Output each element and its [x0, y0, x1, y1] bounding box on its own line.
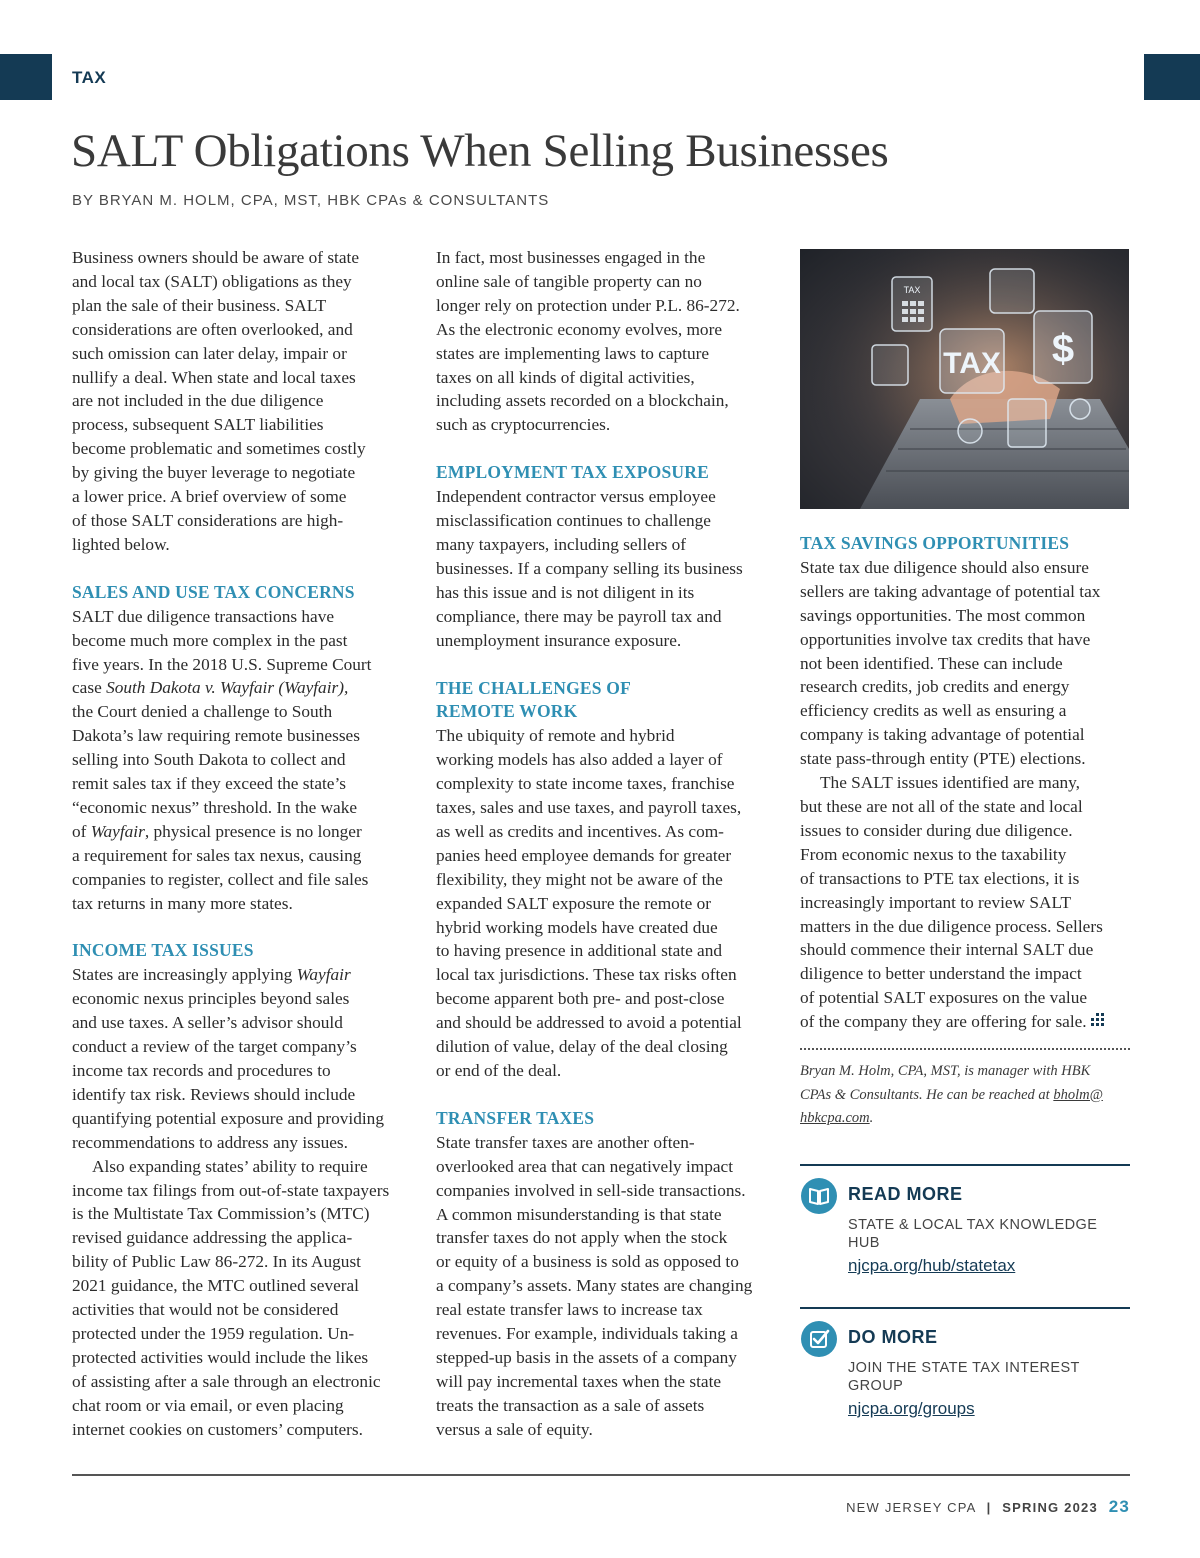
article-title: SALT Obligations When Selling Businesses	[71, 125, 889, 177]
text-line: Also expanding states’ ability to require	[92, 1156, 368, 1176]
text-line: become much more complex in the past	[72, 630, 348, 650]
text-line: opportunities involve tax credits that have	[800, 629, 1091, 649]
text-line: panies heed employee demands for greater	[436, 845, 732, 865]
text-line: protected under the 1959 regulation. Un-	[72, 1323, 355, 1343]
text-line: companies involved in sell-side transactions.	[436, 1180, 746, 1200]
author-bio: Bryan M. Holm, CPA, MST, is manager with HBK CPAs & Consultants. He can be reached at bholm@ hbkcpa.com.	[800, 1063, 1103, 1127]
author-email-link[interactable]: bholm@	[1053, 1086, 1103, 1103]
text-line: five years. In the 2018 U.S. Supreme Court	[72, 654, 372, 674]
text-line: savings opportunities. The most common	[800, 605, 1086, 625]
text-line: SALT due diligence transactions have	[72, 606, 335, 626]
text-line: plan the sale of their business. SALT	[72, 295, 327, 315]
text-line: online sale of tangible property can no	[436, 271, 702, 291]
text-line: revenues. For example, individuals taking a	[436, 1324, 738, 1344]
text-line: and local tax (SALT) obligations as they	[72, 271, 352, 291]
section-tab-right	[1144, 54, 1200, 100]
text-line: such as cryptocurrencies.	[436, 415, 611, 435]
text-line: nullify a deal. When state and local taxes	[72, 367, 356, 387]
text-line: research credits, job credits and energy	[800, 677, 1070, 697]
text-line: In fact, most businesses engaged in the	[436, 248, 706, 267]
transfer-taxes-paragraph	[436, 1131, 770, 1442]
section-tab-left	[0, 54, 52, 100]
article-column-2	[436, 246, 770, 1442]
text-line: the Court denied a challenge to South	[72, 702, 333, 722]
author-divider	[800, 1048, 1130, 1050]
text-line: many taxpayers, including sellers of	[436, 534, 687, 554]
closing-paragraph: The SALT issues identified are many, but these are not all of the state and local issues to consider during due diligence. From economic nexus to the taxability of transactions to PTE tax elections, it is increasingly important to review SALT matters in the due diligence process. Sellers should commence their internal SALT due diligence to better understand the impact of potential SALT exposures on the value of the company they are offering for sale.	[800, 771, 1130, 1034]
text-line: companies to register, collect and file sales	[72, 869, 369, 889]
text-line: but these are not all of the state and local	[800, 796, 1083, 816]
text-line: states are implementing laws to capture	[436, 343, 710, 363]
text-line: real estate transfer laws to increase tax	[436, 1300, 703, 1320]
text-line: businesses. If a company selling its business	[436, 558, 743, 578]
text-line: From economic nexus to the taxability	[800, 844, 1067, 864]
end-mark-icon	[1091, 1013, 1105, 1027]
online-sales-paragraph	[436, 246, 770, 437]
author-email-link-cont[interactable]: hbkcpa.com	[800, 1110, 870, 1127]
read-more-box	[800, 1164, 1130, 1296]
read-more-subtitle: STATE & LOCAL TAX KNOWLEDGE HUB	[848, 1217, 1098, 1251]
byline: BY BRYAN M. HOLM, CPA, MST, HBK CPAs & CONSULTANTS	[72, 192, 550, 209]
text-line: state pass-through entity (PTE) elections.	[800, 749, 1086, 769]
text-line: identify tax risk. Reviews should include	[72, 1084, 356, 1104]
page-number: 23	[1108, 1497, 1130, 1516]
text-line: 2021 guidance, the MTC outlined several	[72, 1276, 359, 1296]
text-line: become apparent both pre- and post-close	[436, 989, 725, 1009]
text-line: tax returns in many more states.	[72, 893, 293, 913]
footer-separator: |	[986, 1500, 992, 1515]
tax-hologram-label: TAX	[943, 347, 1001, 380]
text-line: dilution of value, delay of the deal closing	[436, 1037, 728, 1057]
text-line: internet cookies on customers’ computers.	[72, 1419, 363, 1439]
text-line: The SALT issues identified are many,	[820, 773, 1080, 793]
text-line: conduct a review of the target company’s	[72, 1037, 357, 1057]
text-line: misclassification continues to challenge	[436, 511, 711, 531]
text-line: of transactions to PTE tax elections, it is	[800, 868, 1080, 888]
text-line: considerations are often overlooked, and	[72, 319, 353, 339]
page-footer	[846, 1497, 1130, 1517]
heading-transfer-taxes: TRANSFER TAXES	[436, 1107, 595, 1128]
publication-name: NEW JERSEY CPA	[846, 1500, 976, 1515]
text-line: company is taking advantage of potential	[800, 725, 1085, 745]
text-line: treats the transaction as a sale of assets	[436, 1395, 705, 1415]
text-line: expanded SALT exposure the remote or	[436, 893, 711, 913]
text-line: bility of Public Law 86-272. In its August	[72, 1252, 361, 1272]
text-line: “economic nexus” threshold. In the wake	[72, 797, 358, 817]
text-line: of assisting after a sale through an electronic	[72, 1371, 381, 1391]
text-line: or equity of a business is sold as opposed to	[436, 1252, 739, 1272]
text-line: State tax due diligence should also ensure	[800, 557, 1089, 577]
text-line: longer rely on protection under P.L. 86-272.	[436, 295, 740, 315]
article-column-1	[72, 246, 406, 1442]
document-hologram-box	[1008, 399, 1046, 447]
text-line: economic nexus principles beyond sales	[72, 989, 350, 1009]
intro-paragraph	[72, 246, 406, 557]
heading-tax-savings: TAX SAVINGS OPPORTUNITIES	[800, 533, 1070, 553]
read-more-link[interactable]: njcpa.org/hub/statetax	[848, 1256, 1016, 1275]
text-line: lighted below.	[72, 534, 170, 554]
do-more-subtitle: JOIN THE STATE TAX INTEREST GROUP	[848, 1360, 1080, 1394]
text-line: chat room or via email, or even placing	[72, 1395, 344, 1415]
read-more-title: READ MORE	[848, 1184, 963, 1204]
text-line: will pay incremental taxes when the state	[436, 1371, 722, 1391]
text-line: income tax records and procedures to	[72, 1061, 331, 1080]
text-line: As the electronic economy evolves, more	[436, 319, 723, 339]
text-line: increasingly important to review SALT	[800, 892, 1072, 912]
issue-label: SPRING 2023	[1002, 1500, 1098, 1515]
do-more-box	[800, 1307, 1130, 1439]
text-line: transfer taxes do not apply when the stock	[436, 1228, 728, 1248]
text-line: Dakota’s law requiring remote businesses	[72, 726, 360, 746]
text-line: become problematic and sometimes costly	[72, 439, 366, 459]
heading-sales-use-tax: SALES AND USE TAX CONCERNS	[72, 581, 355, 602]
text-line: overlooked area that can negatively impact	[436, 1156, 734, 1176]
text-line: recommendations to address any issues.	[72, 1132, 348, 1152]
mtc-paragraph	[72, 1155, 406, 1442]
do-more-link[interactable]: njcpa.org/groups	[848, 1399, 975, 1418]
employment-tax-paragraph	[436, 485, 770, 652]
text-line: income tax filings from out-of-state taxpayers	[72, 1180, 390, 1200]
text-line: is the Multistate Tax Commission’s (MTC)	[72, 1204, 370, 1224]
text-line: process, subsequent SALT liabilities	[72, 415, 324, 435]
section-label: TAX	[72, 68, 107, 87]
text-line: has this issue and is not diligent in its	[436, 582, 695, 602]
text-line: compliance, there may be payroll tax and	[436, 606, 722, 626]
text-line: revised guidance addressing the applica-	[72, 1228, 353, 1248]
text-line: and should be addressed to avoid a potential	[436, 1013, 742, 1033]
text-line: complexity to state income taxes, franchise	[436, 774, 735, 794]
text-line: working models has also added a layer of	[436, 750, 723, 770]
do-more-title: DO MORE	[848, 1327, 938, 1347]
book-icon	[801, 1178, 837, 1214]
footer-rule	[72, 1474, 1130, 1476]
text-line: A common misunderstanding is that state	[436, 1204, 722, 1224]
text-line: The ubiquity of remote and hybrid	[436, 726, 675, 746]
dollar-hologram-label: $	[1051, 327, 1075, 371]
text-line: stepped-up basis in the assets of a company	[436, 1347, 737, 1367]
tax-laptop-photo	[800, 249, 1129, 509]
text-line: or end of the deal.	[436, 1061, 562, 1080]
text-line: protected activities would include the likes	[72, 1347, 369, 1367]
text-line: a company’s assets. Many states are changing	[436, 1276, 753, 1296]
text-line: not been identified. These can include	[800, 653, 1063, 673]
text-line: Business owners should be aware of state	[72, 248, 359, 267]
text-line: should commence their internal SALT due	[800, 940, 1094, 960]
text-line: of those SALT considerations are high-	[72, 510, 344, 530]
tax-savings-paragraph	[800, 556, 1130, 771]
heading-income-tax: INCOME TAX ISSUES	[72, 940, 254, 961]
text-line: are not included in the due diligence	[72, 391, 324, 411]
text-line: such omission can later delay, impair or	[72, 343, 347, 363]
text-line: a lower price. A brief overview of some	[72, 487, 347, 507]
text-line: as well as credits and incentives. As com-	[436, 821, 724, 841]
calculator-tax-label: TAX	[903, 285, 921, 295]
text-line: activities that would not be considered	[72, 1300, 339, 1320]
text-line: local tax jurisdictions. These tax risks often	[436, 965, 737, 985]
text-line: flexibility, they might not be aware of the	[436, 869, 723, 889]
income-tax-paragraph: States are increasingly applying Wayfair economic nexus principles beyond sales and use taxes. A seller’s advisor should conduct a review of the target company’s income tax records and procedures to identify tax risk. Reviews should include quantifying potential exposure and providing recommendations to address any issues.	[72, 963, 406, 1154]
text-line: diligence to better understand the impact	[800, 964, 1082, 984]
heading-remote-work: THE CHALLENGES OF REMOTE WORK	[436, 677, 631, 722]
text-line: a requirement for sales tax nexus, causing	[72, 845, 362, 865]
text-line: to having presence in additional state and	[436, 941, 723, 961]
globe-hologram-icon	[958, 419, 982, 443]
sales-tax-paragraph: SALT due diligence transactions have become much more complex in the past five years. In the 2018 U.S. Supreme Court case South Dakota v. Wayfair (Wayfair), the Court denied a challenge to South Dakota’s law requiring remote businesses selling into South Dakota to collect and remit sales tax if they exceed the state’s “economic nexus” threshold. In the wake of Wayfair, physical presence is no longer a requirement for sales tax nexus, causing companies to register, collect and file sales tax returns in many more states.	[72, 605, 406, 916]
text-line: matters in the due diligence process. Sellers	[800, 916, 1103, 936]
text-line: hybrid working models have created due	[436, 917, 718, 937]
remote-work-paragraph	[436, 724, 770, 1083]
text-line: efficiency credits as well as ensuring a	[800, 701, 1067, 721]
text-line: sellers are taking advantage of potential tax	[800, 581, 1101, 601]
text-line: and use taxes. A seller’s advisor should	[72, 1013, 343, 1033]
article-column-3	[800, 246, 1130, 1131]
text-line: remit sales tax if they exceed the state’s	[72, 774, 346, 794]
text-line: versus a sale of equity.	[436, 1419, 593, 1439]
text-line: by giving the buyer leverage to negotiate	[72, 463, 356, 483]
text-line: taxes on all kinds of digital activities,	[436, 367, 695, 387]
text-line: quantifying potential exposure and providing	[72, 1108, 384, 1128]
text-line: issues to consider during due diligence.	[800, 820, 1073, 840]
checkbox-icon	[801, 1321, 837, 1357]
text-line: unemployment insurance exposure.	[436, 630, 682, 650]
text-line: Independent contractor versus employee	[436, 487, 716, 507]
photo-illustration	[800, 249, 1129, 509]
text-line: of potential SALT exposures on the value	[800, 988, 1088, 1008]
heading-employment-tax: EMPLOYMENT TAX EXPOSURE	[436, 462, 709, 483]
text-line: including assets recorded on a blockchain,	[436, 391, 729, 411]
text-line: taxes, sales and use taxes, and payroll taxes,	[436, 798, 742, 818]
text-line: selling into South Dakota to collect and	[72, 750, 346, 770]
text-line: State transfer taxes are another often-	[436, 1132, 695, 1152]
